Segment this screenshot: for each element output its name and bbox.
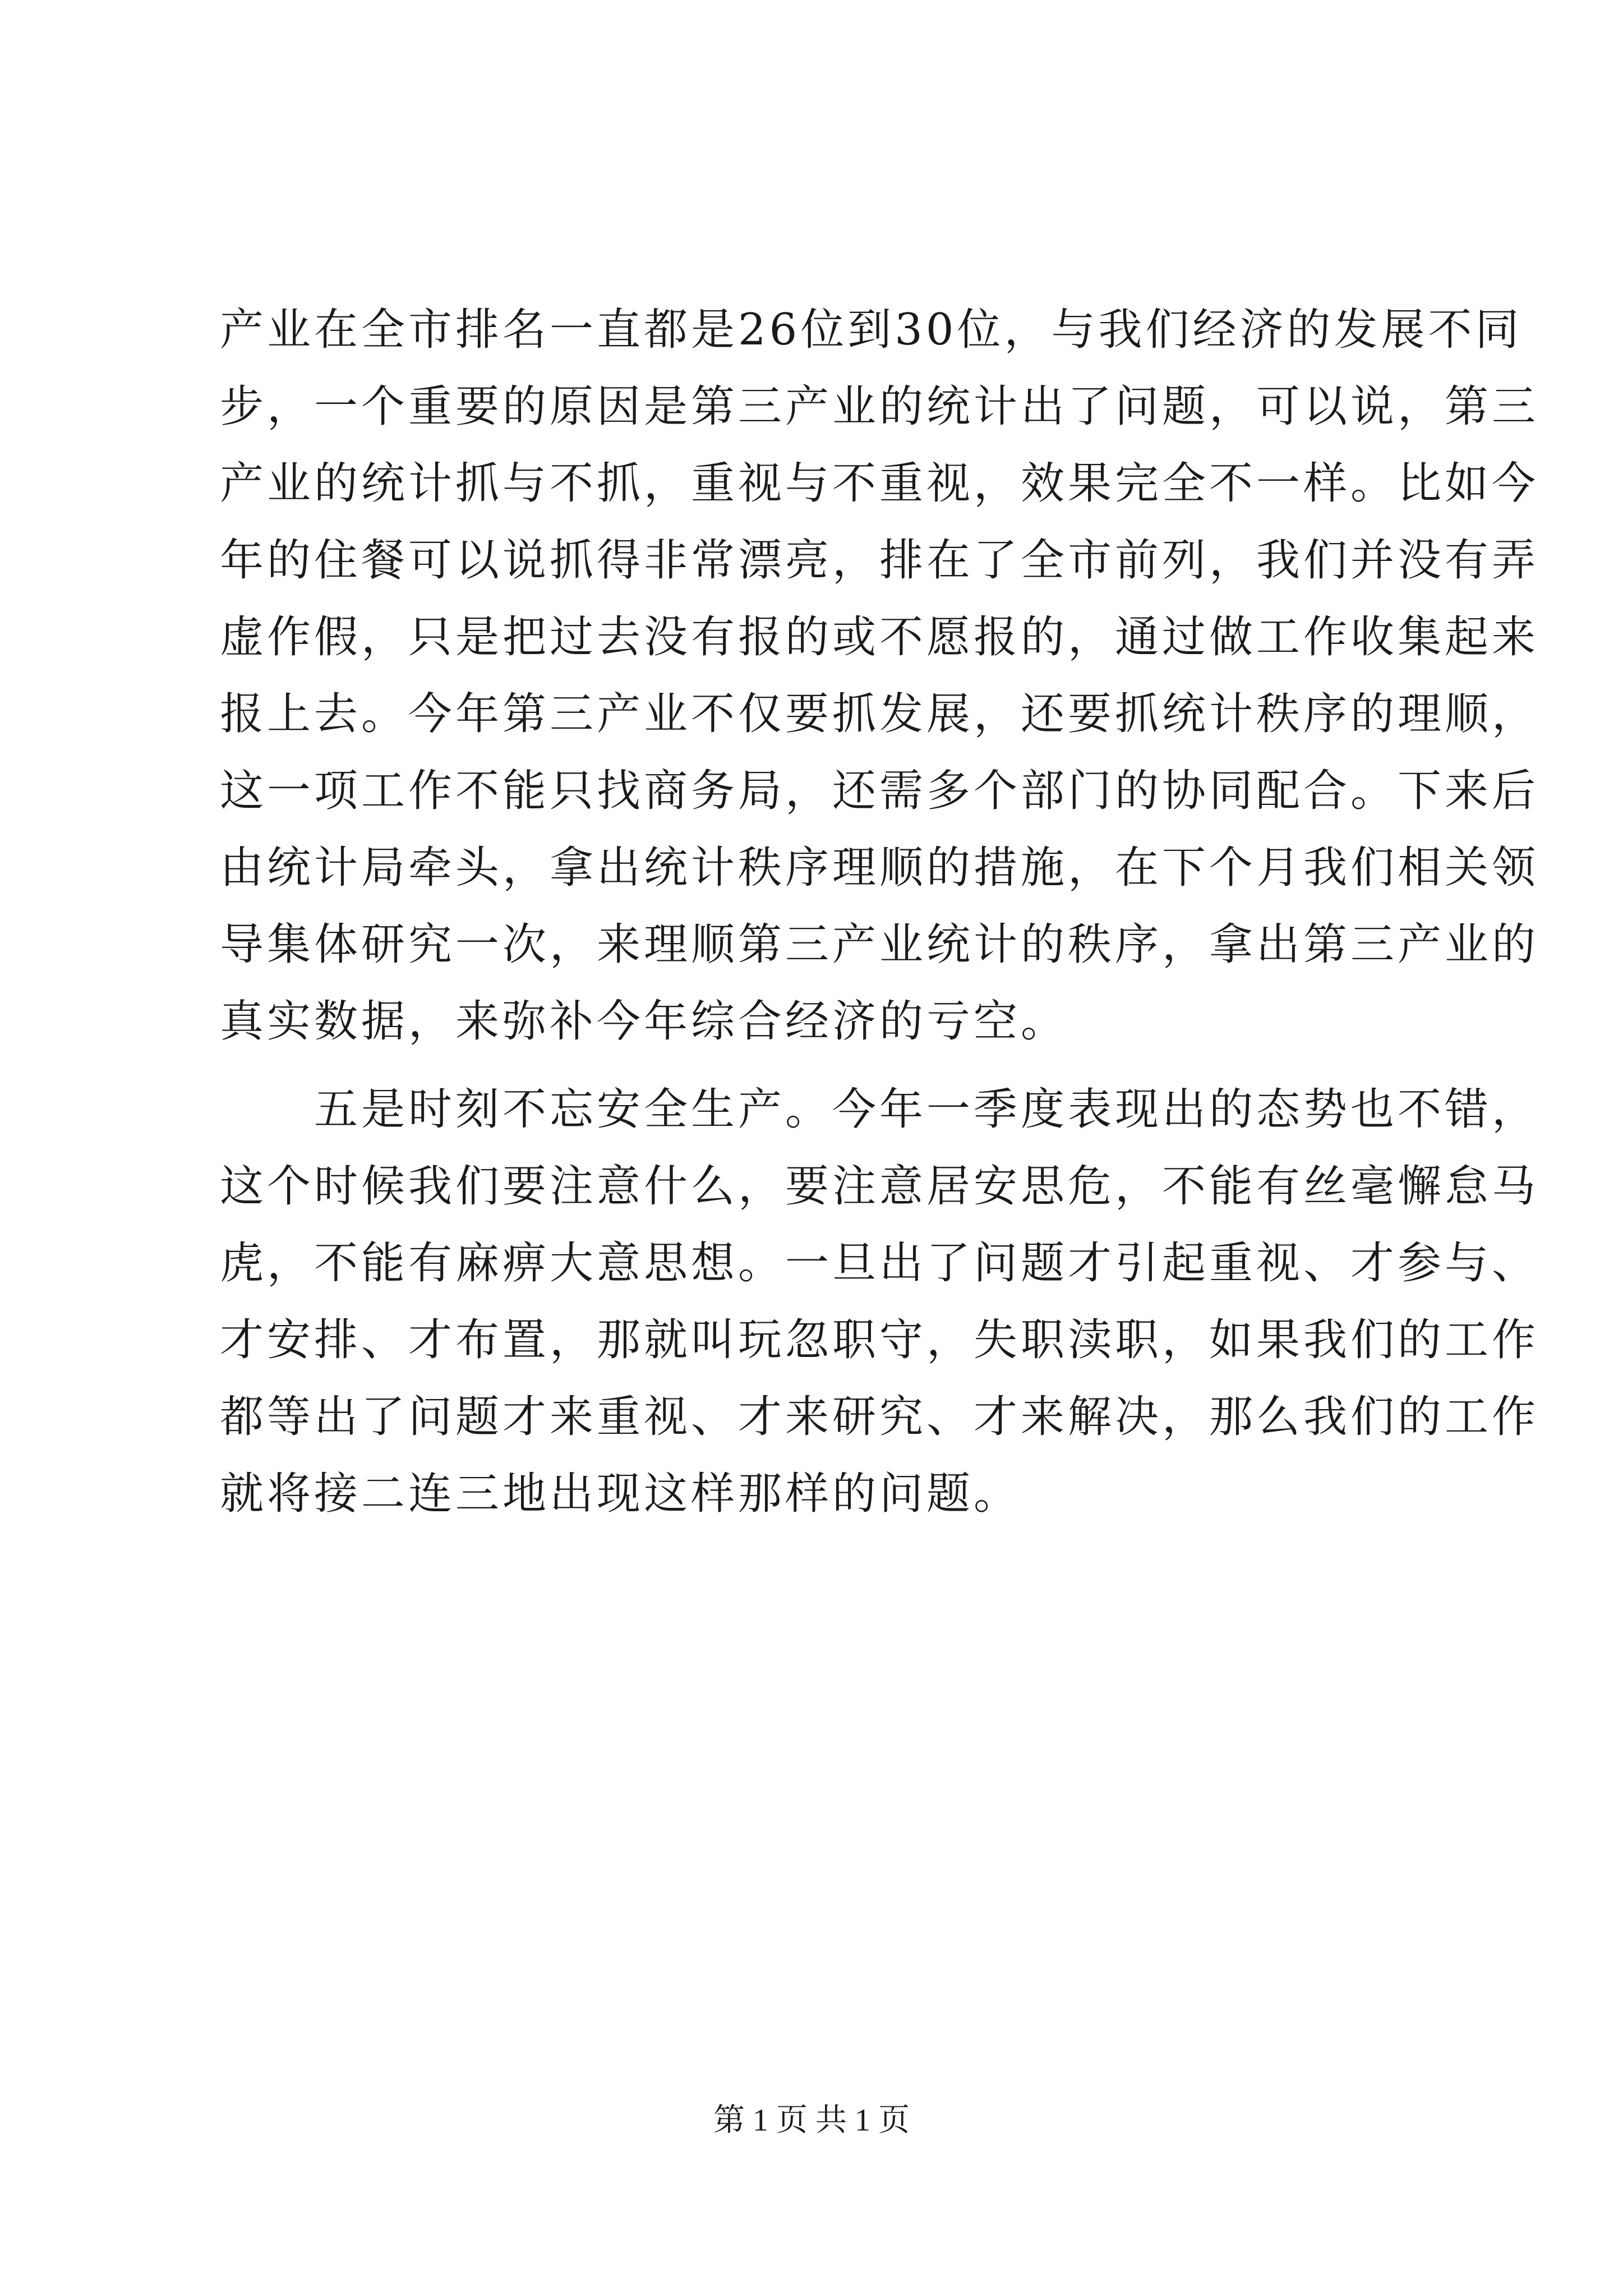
- text-line: 就将接二连三地出现这样那样的问题。: [220, 1469, 1021, 1519]
- paragraph-spacer: [220, 1060, 1420, 1071]
- text-line: 真实数据，来弥补今年综合经济的亏空。: [220, 996, 1068, 1047]
- text-line: 产业的统计抓与不抓，重视与不重视，效果完全不一样。比如今: [220, 458, 1539, 509]
- document-body: [220, 292, 1539, 1533]
- page-footer: 第 1 页 共 1 页: [713, 2103, 910, 2138]
- text-line: 都等出了问题才来重视、才来研究、才来解决，那么我们的工作: [220, 1392, 1539, 1442]
- paragraph-1: [220, 292, 1539, 1060]
- text-line: 才安排、才布置，那就叫玩忽职守，失职渎职，如果我们的工作: [220, 1315, 1539, 1365]
- text-line: 虎，不能有麻痹大意思想。一旦出了问题才引起重视、才参与、: [220, 1238, 1539, 1289]
- text-line: 导集体研究一次，来理顺第三产业统计的秩序，拿出第三产业的: [220, 919, 1539, 970]
- text-line: 报上去。今年第三产业不仅要抓发展，还要抓统计秩序的理顺，: [220, 689, 1539, 739]
- text-line: 步，一个重要的原因是第三产业的统计出了问题，可以说，第三: [220, 381, 1539, 432]
- text-line: 虚作假，只是把过去没有报的或不愿报的，通过做工作收集起来: [220, 612, 1539, 662]
- text-line: 这一项工作不能只找商务局，还需多个部门的协同配合。下来后: [220, 766, 1539, 816]
- text-line: 这个时候我们要注意什么，要注意居安思危，不能有丝毫懈怠马: [220, 1161, 1539, 1212]
- text-line: 年的住餐可以说抓得非常漂亮，排在了全市前列，我们并没有弄: [220, 535, 1539, 586]
- text-line: 五是时刻不忘安全生产。今年一季度表现出的态势也不错，: [220, 1084, 1539, 1135]
- paragraph-2: [220, 1071, 1539, 1533]
- text-line: 产业在全市排名一直都是26位到30位，与我们经济的发展不同: [220, 305, 1523, 355]
- text-line: 由统计局牵头，拿出统计秩序理顺的措施，在下个月我们相关领: [220, 843, 1539, 893]
